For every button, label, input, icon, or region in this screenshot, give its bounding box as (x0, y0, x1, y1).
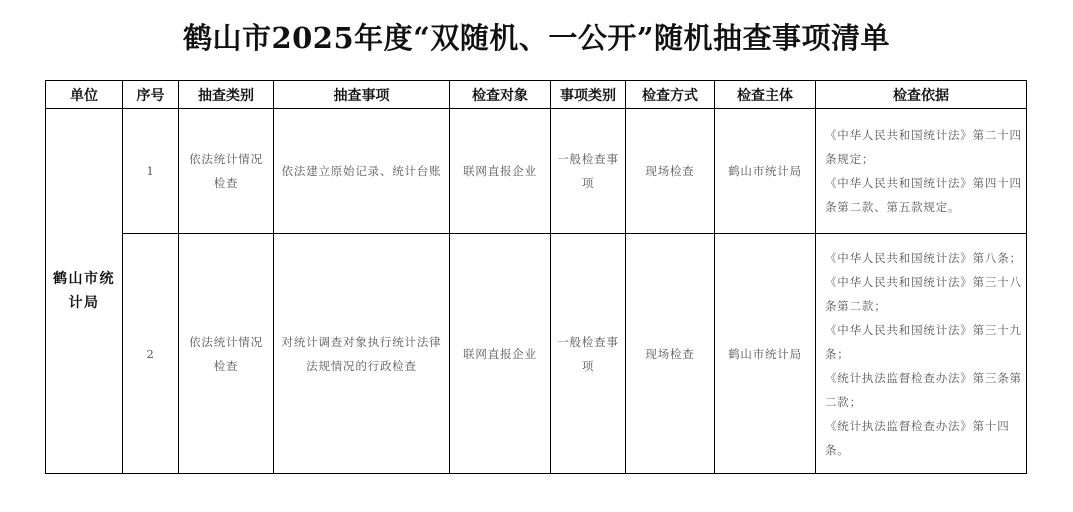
table-row (46, 109, 1027, 234)
header-basis: 检查依据 (816, 81, 1027, 109)
basis-line: 《统计执法监督检查办法》第三条第二款； (825, 370, 1022, 409)
object-cell: 联网直报企业 (450, 234, 551, 474)
subject-cell: 鹤山市统计局 (715, 109, 816, 234)
category-cell: 依法统计情况检查 (179, 109, 274, 234)
item-cell: 依法建立原始记录、统计台账 (274, 109, 450, 234)
basis-line: 《统计执法监督检查办法》第十四条。 (825, 418, 1010, 457)
basis-line: 《中华人民共和国统计法》第八条； (825, 250, 1022, 265)
item-type-cell: 一般检查事项 (551, 234, 626, 474)
item-type-cell: 一般检查事项 (551, 109, 626, 234)
category-cell: 依法统计情况检查 (179, 234, 274, 474)
method-cell: 现场检查 (626, 234, 715, 474)
basis-line: 《中华人民共和国统计法》第三十九条； (825, 322, 1022, 361)
header-row (46, 81, 1027, 109)
header-item-type: 事项类别 (551, 81, 626, 109)
header-subject: 检查主体 (715, 81, 816, 109)
seq-cell: 2 (123, 234, 179, 474)
header-unit: 单位 (46, 81, 123, 109)
basis-line: 《中华人民共和国统计法》第二十四条规定； (825, 128, 1022, 166)
unit-cell: 鹤山市统计局 (46, 109, 123, 474)
seq-cell: 1 (123, 109, 179, 234)
inspection-list-table (45, 80, 1027, 474)
page-title: 鹤山市2025年度“双随机、一公开”随机抽查事项清单 (182, 21, 891, 55)
subject-cell: 鹤山市统计局 (715, 234, 816, 474)
table-row (46, 234, 1027, 474)
header-seq: 序号 (123, 81, 179, 109)
item-cell: 对统计调查对象执行统计法律法规情况的行政检查 (274, 234, 450, 474)
method-cell: 现场检查 (626, 109, 715, 234)
basis-line: 《中华人民共和国统计法》第四十四条第二款、第五款规定。 (825, 176, 1022, 214)
basis-cell (816, 109, 1027, 234)
header-method: 检查方式 (626, 81, 715, 109)
header-category: 抽查类别 (179, 81, 274, 109)
basis-cell (816, 234, 1027, 474)
basis-line: 《中华人民共和国统计法》第三十八条第二款； (825, 274, 1022, 313)
header-item: 抽查事项 (274, 81, 450, 109)
header-object: 检查对象 (450, 81, 551, 109)
object-cell: 联网直报企业 (450, 109, 551, 234)
